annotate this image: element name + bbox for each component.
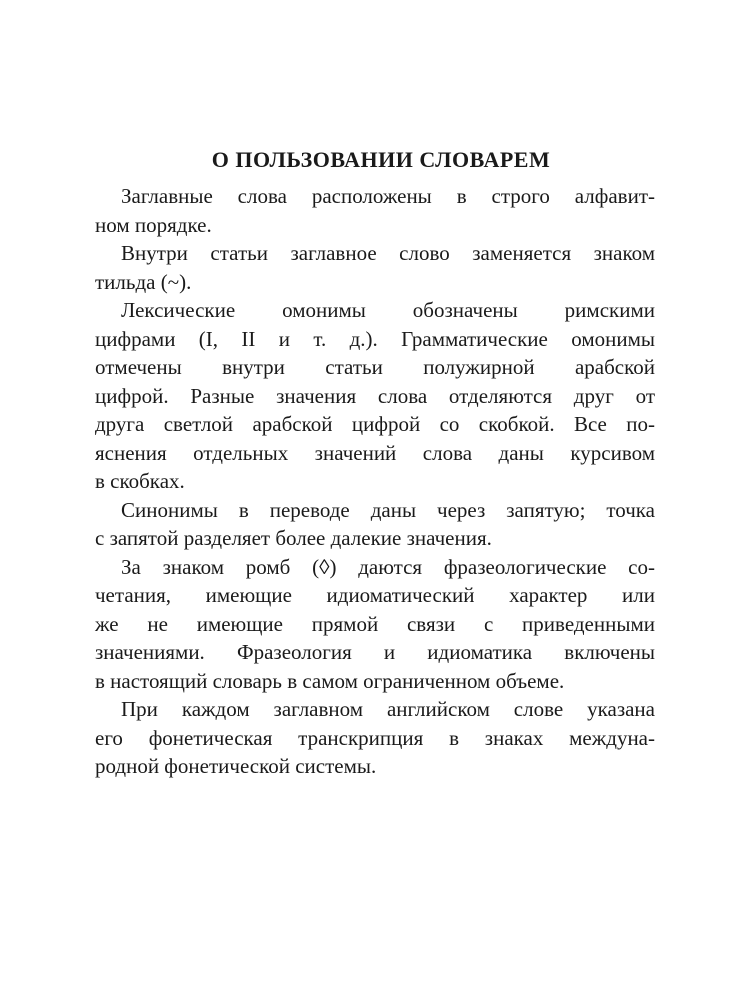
- text-line: цифрами (I, II и т. д.). Грамматические омонимы: [95, 326, 655, 351]
- text-line: цифрой. Разные значения слова отделяются друг от: [95, 383, 655, 408]
- paragraph-synonyms: [95, 496, 655, 553]
- text-line: отмечены внутри статьи полужирной арабской: [95, 355, 655, 379]
- text-line: в настоящий словарь в самом ограниченном объеме.: [95, 668, 565, 693]
- text-line: его фонетическая транскрипция в знаках междуна-: [95, 725, 655, 750]
- text-line: ном порядке.: [95, 212, 212, 237]
- paragraph-tilde: [95, 239, 655, 296]
- text-line: Заглавные слова расположены в строго алфавит-: [121, 184, 655, 208]
- text-line: значениями. Фразеология и идиоматика включены: [95, 640, 655, 664]
- document-page: [95, 146, 655, 781]
- text-line: четания, имеющие идиоматический характер или: [95, 583, 655, 607]
- text-line: Лексические омонимы обозначены римскими: [121, 298, 655, 322]
- text-line: За знаком ромб (◊) даются фразеологические со-: [121, 554, 655, 579]
- text-line: тильда (~).: [95, 269, 192, 294]
- paragraph-phraseology: [95, 553, 655, 696]
- text-line: родной фонетической системы.: [95, 754, 377, 778]
- paragraph-headwords-order: [95, 182, 655, 239]
- paragraph-homonyms: [95, 296, 655, 496]
- page-title: О ПОЛЬЗОВАНИИ СЛОВАРЕМ: [211, 147, 551, 172]
- text-line: яснения отдельных значений слова даны курсивом: [95, 440, 655, 465]
- text-line: Внутри статьи заглавное слово заменяется знаком: [121, 241, 655, 265]
- paragraph-transcription: [95, 695, 655, 781]
- text-line: же не имеющие прямой связи с приведенными: [95, 611, 655, 636]
- text-line: друга светлой арабской цифрой со скобкой. Все по-: [95, 412, 655, 436]
- text-line: с запятой разделяет более далекие значения.: [95, 526, 492, 550]
- text-line: При каждом заглавном английском слове указана: [121, 697, 655, 721]
- text-line: в скобках.: [95, 469, 185, 493]
- text-line: Синонимы в переводе даны через запятую; точка: [121, 497, 655, 522]
